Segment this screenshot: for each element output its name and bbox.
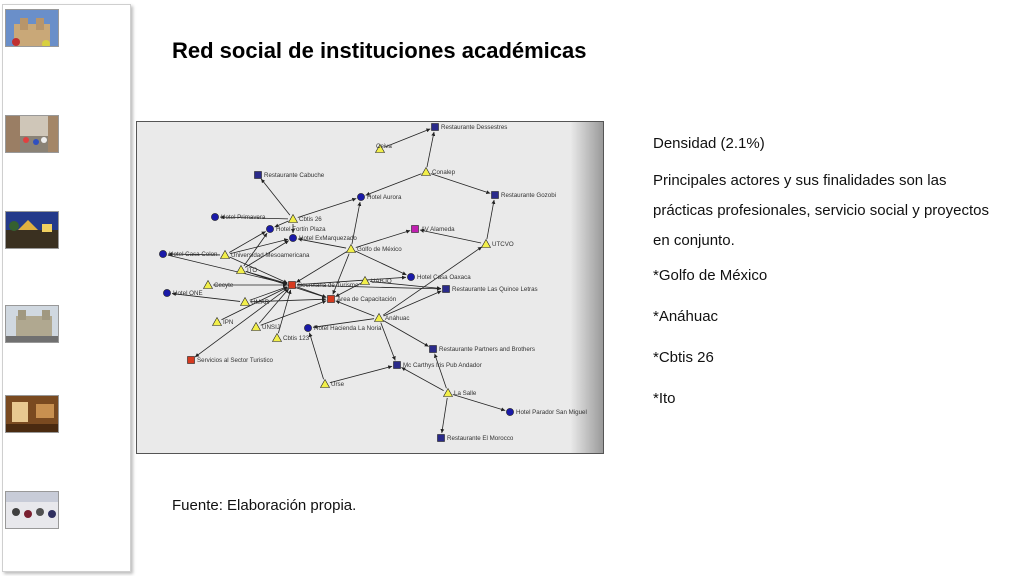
source-note: Fuente: Elaboración propia.	[172, 497, 357, 514]
node-label-dessestres: Restaurante Dessestres	[441, 124, 508, 131]
node-label-hacienda: Hotel Hacienda La Noria	[314, 325, 382, 332]
node-marker-hacienda	[304, 324, 311, 331]
social-network-diagram	[136, 121, 604, 454]
node-label-capacitacion: Area de Capacitación	[337, 296, 397, 303]
node-label-alameda: AV Alameda	[421, 226, 455, 233]
node-utcvo[interactable]	[482, 240, 514, 249]
node-label-cecyte: Cecyte	[214, 282, 234, 289]
thumbnail-church[interactable]	[5, 9, 59, 47]
node-hacienda[interactable]	[304, 324, 382, 332]
node-label-exmarquezado: Hotel ExMarquezado	[299, 235, 357, 242]
node-label-unsij: UNSIJ	[262, 324, 280, 331]
node-uabjo[interactable]	[361, 277, 392, 286]
node-label-fortin: Hotel Fortín Plaza	[276, 226, 326, 233]
node-marker-casaoaxaca	[407, 273, 414, 280]
node-marker-cabuche	[255, 172, 262, 179]
slide-title: Red social de instituciones académicas	[172, 38, 587, 63]
node-marker-partners	[430, 346, 437, 353]
node-marker-dessestres	[432, 124, 439, 131]
node-marker-one	[163, 289, 170, 296]
node-label-primavera: Hotel Primavera	[221, 214, 266, 221]
node-marker-gozobi	[492, 192, 499, 199]
node-marker-quinceletras	[443, 286, 450, 293]
node-marker-fortin	[266, 225, 273, 232]
node-label-secretaria: Secretaria de Turismo	[298, 282, 359, 289]
node-label-mccarthys: Mc Carthys Iris Pub Andador	[403, 362, 482, 369]
node-label-aurora: Hotel Aurora	[367, 194, 402, 201]
node-conalep[interactable]	[422, 168, 456, 177]
node-umar[interactable]	[241, 298, 270, 307]
node-fortin[interactable]	[266, 225, 326, 233]
node-label-uabjo: UABJO	[371, 278, 392, 285]
node-marker-alameda	[412, 226, 419, 233]
node-label-partners: Restaurante Partners and Brothers	[439, 346, 535, 353]
node-quinceletras[interactable]	[443, 286, 538, 294]
node-marker-mccarthys	[394, 362, 401, 369]
thumbnail-night-plaza[interactable]	[5, 211, 59, 249]
node-unsij[interactable]	[252, 323, 280, 332]
slide-thumbnail-panel	[2, 4, 131, 572]
node-urse[interactable]	[321, 380, 345, 389]
node-lasalle[interactable]	[444, 389, 477, 398]
node-paradorsm[interactable]	[506, 408, 586, 416]
actor-cbtis26: *Cbtis 26	[653, 349, 714, 366]
node-anahuac[interactable]	[375, 314, 410, 323]
node-gozobi[interactable]	[492, 192, 557, 200]
analysis-text	[653, 135, 993, 430]
actors-description: Principales actores y sus finalidades son las prácticas profesionales, servicio social y proyectos en conjunto.	[653, 172, 989, 249]
node-mccarthys[interactable]	[394, 362, 482, 370]
node-marker-paradorsm	[506, 408, 513, 415]
node-label-quinceletras: Restaurante Las Quince Letras	[452, 286, 538, 293]
node-cbtis26[interactable]	[289, 215, 323, 224]
actor-anahuac: *Anáhuac	[653, 308, 719, 325]
node-dessestres[interactable]	[432, 124, 508, 132]
thumbnail-hotel-room[interactable]	[5, 395, 59, 433]
node-marker-capacitacion	[328, 296, 335, 303]
network-graph	[137, 122, 603, 453]
node-one[interactable]	[163, 289, 202, 297]
node-alameda[interactable]	[412, 226, 456, 234]
node-cecyte[interactable]	[204, 281, 234, 290]
node-capacitacion[interactable]	[328, 296, 397, 304]
node-label-paradorsm: Hotel Parador San Miguel	[516, 409, 587, 416]
node-label-anahuac: Anáhuac	[385, 315, 410, 322]
node-mesoamericana[interactable]	[221, 251, 310, 260]
node-label-umar: UMAR	[251, 299, 270, 306]
node-label-servicios: Servicios al Sector Turistico	[197, 357, 273, 364]
node-label-ito: ITO	[247, 267, 258, 274]
node-cabuche[interactable]	[255, 172, 325, 180]
node-label-cabuche: Restaurante Cabuche	[264, 172, 325, 179]
node-label-ceiva: Ceiva	[376, 143, 392, 150]
node-label-golfo: Golfo de México	[357, 246, 402, 253]
node-label-gozobi: Restaurante Gozobi	[501, 192, 557, 199]
actor-golfo: *Golfo de México	[653, 267, 768, 284]
node-marker-casacolon	[159, 250, 166, 257]
node-label-casacolon: Hotel Casa Colon	[169, 251, 218, 258]
node-label-casaoaxaca: Hotel Casa Oaxaca	[417, 274, 471, 281]
node-label-cbtis26: Cbtis 26	[299, 216, 322, 223]
node-casaoaxaca[interactable]	[407, 273, 471, 281]
thumbnail-crowd-street[interactable]	[5, 491, 59, 529]
node-marker-primavera	[211, 213, 218, 220]
node-partners[interactable]	[430, 346, 535, 354]
node-marker-aurora	[357, 193, 364, 200]
node-servicios[interactable]	[188, 357, 274, 365]
node-label-morocco: Restaurante El Morocco	[447, 435, 514, 442]
node-secretaria[interactable]	[289, 282, 360, 290]
node-marker-servicios	[188, 357, 195, 364]
node-exmarquezado[interactable]	[289, 234, 357, 242]
node-label-mesoamericana: Universidad Mesoamericana	[231, 252, 310, 259]
node-label-cbtis123: Cbtis 123	[283, 335, 310, 342]
node-label-conalep: Conalep	[432, 169, 456, 176]
node-label-utcvo: UTCVO	[492, 241, 514, 248]
node-label-urse: Urse	[331, 381, 345, 388]
node-morocco[interactable]	[438, 435, 514, 443]
node-label-ipn: IPN	[223, 319, 234, 326]
node-label-lasalle: La Salle	[454, 390, 477, 397]
node-marker-exmarquezado	[289, 234, 296, 241]
node-casacolon[interactable]	[159, 250, 218, 258]
node-marker-morocco	[438, 435, 445, 442]
node-marker-secretaria	[289, 282, 296, 289]
node-label-one: Hotel ONE	[173, 290, 203, 297]
actor-ito: *Ito	[653, 390, 676, 407]
thumbnail-cathedral[interactable]	[5, 305, 59, 343]
thumbnail-street[interactable]	[5, 115, 59, 153]
density-text: Densidad (2.1%)	[653, 135, 765, 152]
